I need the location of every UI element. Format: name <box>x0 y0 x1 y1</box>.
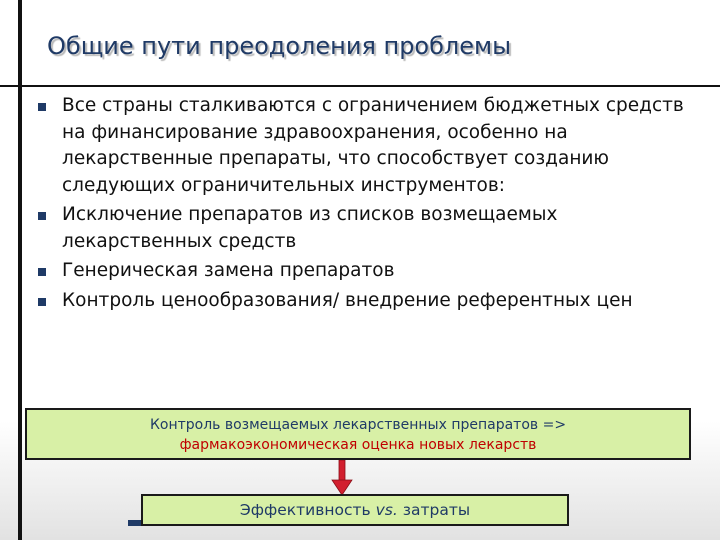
bullet-item <box>38 258 710 285</box>
bullet-text: Все страны сталкиваются с ограничением бюджетных средств на финансирование здравоохранения, особенно на лекарственные препараты, что способствует созданию следующих ограничительных инструментов: <box>62 95 684 196</box>
reimbursement-control-box <box>25 408 691 460</box>
box2-text-after: затраты <box>397 501 471 519</box>
box2-text-before: Эффективность <box>239 501 376 519</box>
decorative-tick <box>128 520 142 526</box>
effectiveness-vs-costs-box <box>141 494 569 526</box>
square-bullet-icon <box>38 268 46 276</box>
square-bullet-icon <box>38 298 46 306</box>
bullet-text: Контроль ценообразования/ внедрение референтных цен <box>62 289 633 311</box>
slide-title: Общие пути преодоления проблемы <box>47 32 512 60</box>
bullet-text: Генерическая замена препаратов <box>62 260 395 281</box>
bullet-item <box>38 202 710 255</box>
box-line-highlight: фармакоэкономическая оценка новых лекарств <box>179 437 537 453</box>
bullet-text: Исключение препаратов из списков возмещаемых лекарственных средств <box>62 204 558 252</box>
bullet-item <box>38 93 710 199</box>
square-bullet-icon <box>38 103 46 111</box>
box2-vs-text: vs. <box>375 501 398 519</box>
square-bullet-icon <box>38 212 46 220</box>
bullet-item <box>38 288 710 315</box>
down-arrow-icon <box>330 460 354 496</box>
title-underline-rule <box>0 85 720 87</box>
left-vertical-rule <box>18 0 22 540</box>
box-line-primary: Контроль возмещаемых лекарственных препаратов => <box>149 417 567 433</box>
bullet-list <box>38 93 710 317</box>
